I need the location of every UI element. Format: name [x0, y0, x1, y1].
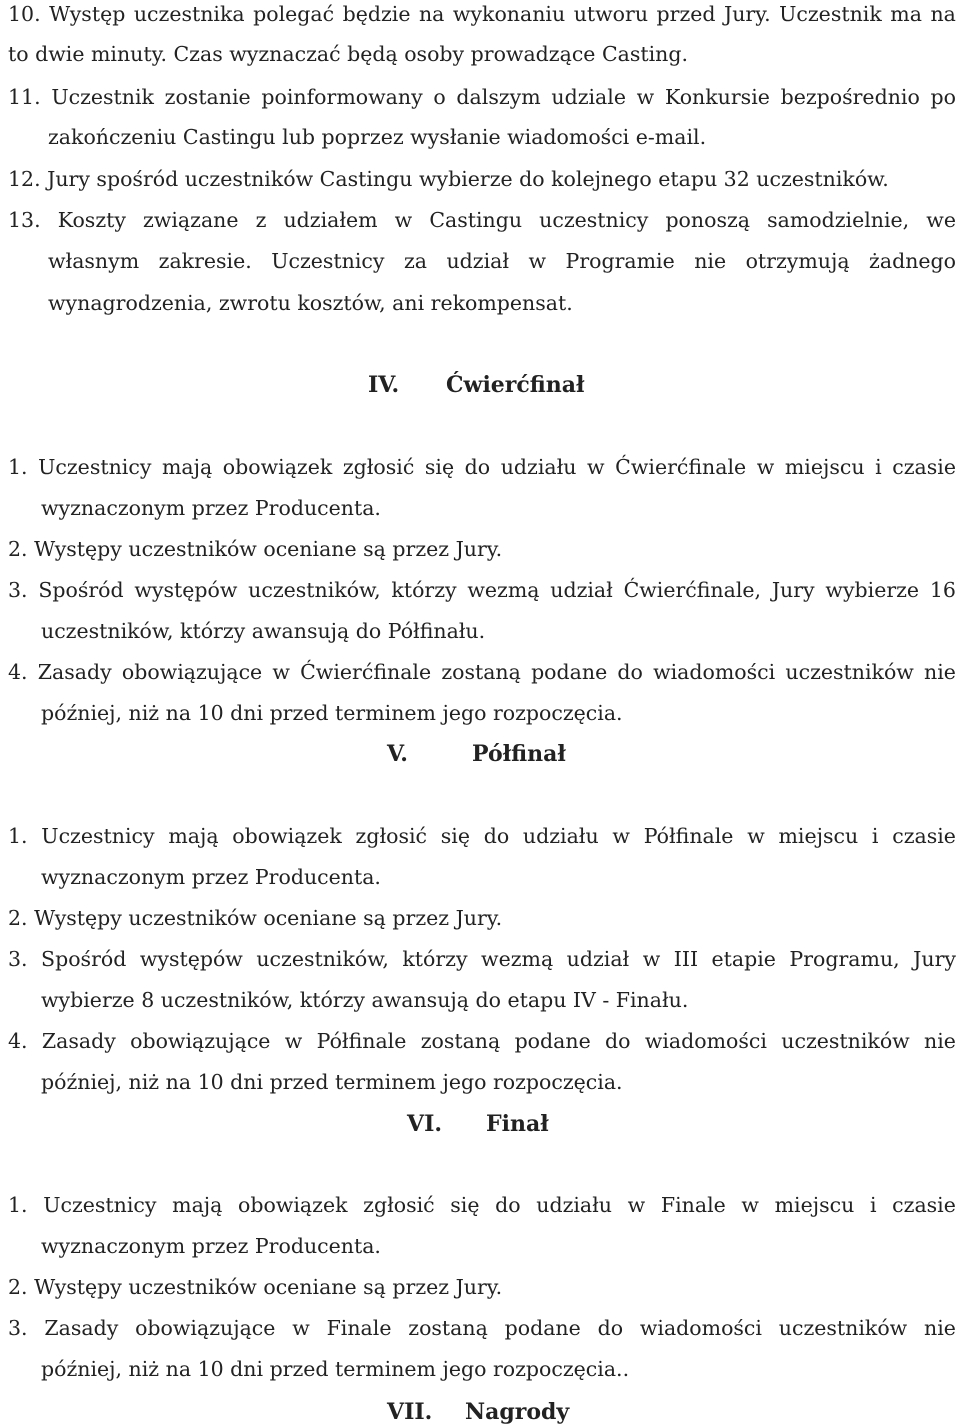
- v-item-1-line1-word: się: [440, 824, 470, 848]
- iv-item-4-line1-word: do: [617, 660, 643, 684]
- vi-item-3-line1-word: do: [597, 1316, 624, 1340]
- section-heading-v: [387, 740, 566, 768]
- iv-item-4-line1-word: Zasady: [37, 660, 112, 684]
- iv-item-4-line1-word: w: [272, 660, 290, 684]
- iv-item-3-line1-word: Ćwierćfinale,: [623, 578, 762, 602]
- section-title-v: Półfinał: [472, 741, 566, 767]
- vi-item-1-line1-word: do: [495, 1193, 521, 1217]
- vi-item-1-line1-word: w: [741, 1193, 759, 1217]
- list-item-10-line1-word: Uczestnik: [779, 2, 882, 26]
- v-item-4-line1-word: w: [284, 1029, 303, 1053]
- list-item-11-line1: [8, 84, 956, 110]
- iv-item-3-line1-word: występów: [134, 578, 238, 602]
- iv-item-1-line1-word: obowiązek: [222, 455, 333, 479]
- v-item-4-line1-word: 4.: [8, 1029, 28, 1053]
- iv-item-1-line1-word: do: [464, 455, 491, 479]
- list-item-13-line2: [48, 248, 956, 274]
- v-item-1-line1-word: w: [612, 824, 630, 848]
- vi-item-1-line1-word: mają: [172, 1193, 223, 1217]
- iv-item-1-line1: [8, 454, 956, 480]
- v-item-1-line1: [8, 823, 956, 849]
- section-number-vi: VI.: [407, 1111, 443, 1137]
- vi-item-1-line2: wyznaczonym przez Producenta.: [41, 1234, 381, 1258]
- list-item-11-line1-word: bezpośrednio: [780, 85, 920, 109]
- section-number-v: V.: [387, 741, 408, 767]
- vi-item-3-line2: później, niż na 10 dni przed terminem jego rozpoczęcia..: [41, 1357, 630, 1381]
- iv-item-4-line1-word: uczestników: [785, 660, 914, 684]
- list-item-10-line1-word: 10.: [8, 2, 41, 26]
- v-item-3-line1-word: Jury: [913, 947, 956, 971]
- list-item-11-line1-word: w: [636, 85, 655, 109]
- v-item-4-line1-word: Półfinale: [316, 1029, 407, 1053]
- iv-item-3-line1-word: uczestników,: [248, 578, 381, 602]
- v-item-3-line1-word: występów: [139, 947, 243, 971]
- section-heading-vi: [407, 1110, 549, 1138]
- list-item-13-line2-word: za: [403, 249, 427, 273]
- vi-item-3-line1-word: w: [292, 1316, 310, 1340]
- section-heading-vii: [387, 1398, 569, 1426]
- list-item-13-line2-word: w: [528, 249, 547, 273]
- section-title-vi: Finał: [486, 1111, 549, 1137]
- iv-item-4-line1: [8, 659, 956, 685]
- iv-item-4-line1-word: podane: [531, 660, 608, 684]
- vi-item-1-line1-word: miejscu: [774, 1193, 855, 1217]
- list-item-10-line1-word: będzie: [342, 2, 411, 26]
- list-item-11-line1-word: zostanie: [164, 85, 251, 109]
- list-item-10-line1-word: przed: [656, 2, 716, 26]
- list-item-13-line1-word: związane: [143, 208, 239, 232]
- vi-item-3-line1-word: wiadomości: [639, 1316, 762, 1340]
- v-item-4-line1-word: zostaną: [420, 1029, 501, 1053]
- v-item-4-line1-word: do: [605, 1029, 631, 1053]
- vi-item-3-line1-word: uczestników: [778, 1316, 908, 1340]
- section-number-iv: IV.: [368, 372, 400, 398]
- list-item-10-line1-word: ma: [890, 2, 922, 26]
- list-item-13-line2-word: otrzymują: [745, 249, 850, 273]
- vi-item-1-line1-word: się: [450, 1193, 480, 1217]
- iv-item-4-line1-word: 4.: [8, 660, 28, 684]
- iv-item-1-line1-word: w: [587, 455, 605, 479]
- list-item-10-line1-word: polegać: [253, 2, 335, 26]
- v-item-4-line1: [8, 1028, 956, 1054]
- v-item-4-line1-word: Zasady: [41, 1029, 116, 1053]
- v-item-3-line1-word: etapie: [711, 947, 776, 971]
- list-item-11-line1-word: poinformowany: [261, 85, 423, 109]
- v-item-1-line1-word: Uczestnicy: [41, 824, 155, 848]
- vi-item-1-line1-word: w: [627, 1193, 646, 1217]
- list-item-13-line1-word: Koszty: [57, 208, 126, 232]
- v-item-4-line1-word: nie: [924, 1029, 956, 1053]
- list-item-11-line1-word: Konkursie: [664, 85, 770, 109]
- iv-item-3-line2: uczestników, którzy awansują do Półfinału.: [41, 619, 486, 643]
- iv-item-4-line1-word: zostaną: [441, 660, 521, 684]
- iv-item-1-line1-word: zgłosić: [342, 455, 415, 479]
- vi-item-1-line1-word: obowiązek: [238, 1193, 348, 1217]
- v-item-3-line1-word: udział: [566, 947, 630, 971]
- list-item-10-line2: to dwie minuty. Czas wyznaczać będą osoby prowadzące Casting.: [8, 42, 689, 66]
- iv-item-4-line1-word: obowiązujące: [121, 660, 263, 684]
- list-item-10-line1-word: uczestnika: [133, 2, 245, 26]
- iv-item-3-line1-word: wybierze: [825, 578, 920, 602]
- vi-item-3-line1-word: Finale: [326, 1316, 392, 1340]
- v-item-4-line2: później, niż na 10 dni przed terminem jego rozpoczęcia.: [41, 1070, 623, 1094]
- list-item-13-line1-word: Castingu: [429, 208, 523, 232]
- vi-item-2-line1: 2. Występy uczestników oceniane są przez Jury.: [8, 1275, 503, 1299]
- iv-item-1-line2: wyznaczonym przez Producenta.: [41, 496, 381, 520]
- list-item-13-line2-word: żadnego: [869, 249, 956, 273]
- vi-item-3-line1-word: 3.: [8, 1316, 28, 1340]
- list-item-10-line1: [8, 1, 956, 27]
- v-item-4-line1-word: podane: [514, 1029, 591, 1053]
- vi-item-3-line1: [8, 1315, 956, 1341]
- v-item-3-line1-word: którzy: [402, 947, 468, 971]
- vi-item-1-line1-word: 1.: [8, 1193, 28, 1217]
- v-item-4-line1-word: obowiązujące: [130, 1029, 271, 1053]
- vi-item-3-line1-word: nie: [924, 1316, 956, 1340]
- v-item-4-line1-word: uczestników: [781, 1029, 910, 1053]
- list-item-10-line1-word: Jury.: [724, 2, 771, 26]
- v-item-2-line1: 2. Występy uczestników oceniane są przez Jury.: [8, 906, 503, 930]
- list-item-13-line1-word: ponoszą: [665, 208, 750, 232]
- list-item-13-line1-word: uczestnicy: [539, 208, 649, 232]
- vi-item-3-line1-word: podane: [504, 1316, 581, 1340]
- v-item-1-line1-word: i: [871, 824, 879, 848]
- iv-item-4-line1-word: Ćwierćfinale: [300, 660, 432, 684]
- vi-item-1-line1-word: i: [869, 1193, 877, 1217]
- list-item-13-line1-word: w: [394, 208, 413, 232]
- vi-item-1-line1-word: Finale: [660, 1193, 726, 1217]
- vi-item-1-line1-word: zgłosić: [363, 1193, 435, 1217]
- iv-item-1-line1-word: się: [424, 455, 455, 479]
- iv-item-2-line1: 2. Występy uczestników oceniane są przez Jury.: [8, 537, 503, 561]
- iv-item-3-line1-word: wezmą: [467, 578, 540, 602]
- section-number-vii: VII.: [387, 1399, 433, 1425]
- iv-item-1-line1-word: udziału: [500, 455, 577, 479]
- v-item-3-line1-word: III: [673, 947, 699, 971]
- list-item-10-line1-word: utworu: [573, 2, 649, 26]
- list-item-13-line2-word: nie: [694, 249, 727, 273]
- list-item-11-line1-word: o: [433, 85, 446, 109]
- v-item-1-line1-word: obowiązek: [232, 824, 342, 848]
- list-item-13-line2-word: udział: [446, 249, 510, 273]
- list-item-13-line2-word: Programie: [565, 249, 675, 273]
- list-item-13-line2-word: Uczestnicy: [271, 249, 385, 273]
- section-title-vii: Nagrody: [465, 1399, 570, 1425]
- iv-item-3-line1-word: Spośród: [38, 578, 124, 602]
- iv-item-3-line1-word: Jury: [771, 578, 815, 602]
- list-item-13-line1-word: we: [926, 208, 956, 232]
- vi-item-3-line1-word: zostaną: [408, 1316, 488, 1340]
- list-item-13-line3: wynagrodzenia, zwrotu kosztów, ani rekompensat.: [48, 291, 573, 315]
- v-item-3-line1-word: Programu,: [789, 947, 900, 971]
- list-item-10-line1-word: na: [930, 2, 956, 26]
- v-item-3-line1: [8, 946, 956, 972]
- section-title-iv: Ćwierćfinał: [446, 372, 585, 398]
- iv-item-4-line1-word: wiadomości: [653, 660, 776, 684]
- vi-item-1-line1-word: czasie: [892, 1193, 956, 1217]
- v-item-1-line1-word: Półfinale: [643, 824, 734, 848]
- iv-item-1-line1-word: czasie: [892, 455, 956, 479]
- iv-item-1-line1-word: Ćwierćfinale: [615, 455, 747, 479]
- iv-item-1-line1-word: mają: [161, 455, 213, 479]
- iv-item-3-line1: [8, 577, 956, 603]
- list-item-13-line2-word: zakresie.: [158, 249, 252, 273]
- list-item-12-line1: 12. Jury spośród uczestników Castingu wybierze do kolejnego etapu 32 uczestników.: [8, 167, 889, 191]
- list-item-13-line1-word: udziałem: [283, 208, 378, 232]
- list-item-10-line1-word: wykonaniu: [452, 2, 566, 26]
- iv-item-1-line1-word: miejscu: [784, 455, 865, 479]
- iv-item-3-line1-word: udział: [550, 578, 613, 602]
- list-item-11-line1-word: po: [930, 85, 956, 109]
- v-item-1-line1-word: udziału: [522, 824, 599, 848]
- section-heading-iv: [368, 371, 585, 399]
- v-item-3-line1-word: wezmą: [481, 947, 554, 971]
- v-item-1-line2: wyznaczonym przez Producenta.: [41, 865, 381, 889]
- iv-item-1-line1-word: i: [875, 455, 882, 479]
- v-item-1-line1-word: czasie: [892, 824, 956, 848]
- iv-item-1-line1-word: 1.: [8, 455, 28, 479]
- list-item-10-line1-word: Występ: [49, 2, 126, 26]
- v-item-3-line2: wybierze 8 uczestników, którzy awansują do etapu IV - Finału.: [41, 988, 689, 1012]
- iv-item-3-line1-word: 3.: [8, 578, 28, 602]
- iv-item-3-line1-word: którzy: [391, 578, 457, 602]
- list-item-11-line1-word: dalszym: [456, 85, 541, 109]
- list-item-13-line1-word: 13.: [8, 208, 41, 232]
- list-item-11-line1-word: udziale: [551, 85, 626, 109]
- v-item-1-line1-word: w: [747, 824, 765, 848]
- vi-item-1-line1: [8, 1192, 956, 1218]
- list-item-13-line1-word: z: [255, 208, 267, 232]
- v-item-3-line1-word: w: [642, 947, 661, 971]
- vi-item-1-line1-word: Uczestnicy: [43, 1193, 157, 1217]
- iv-item-1-line1-word: Uczestnicy: [38, 455, 152, 479]
- v-item-1-line1-word: 1.: [8, 824, 28, 848]
- list-item-11-line1-word: 11.: [8, 85, 41, 109]
- list-item-11-line2: zakończeniu Castingu lub poprzez wysłanie wiadomości e-mail.: [48, 125, 707, 149]
- vi-item-1-line1-word: udziału: [536, 1193, 613, 1217]
- v-item-1-line1-word: miejscu: [778, 824, 859, 848]
- vi-item-3-line1-word: obowiązujące: [135, 1316, 276, 1340]
- list-item-11-line1-word: Uczestnik: [51, 85, 154, 109]
- list-item-13-line2-word: własnym: [48, 249, 140, 273]
- iv-item-3-line1-word: 16: [929, 578, 956, 602]
- v-item-3-line1-word: uczestników,: [256, 947, 389, 971]
- v-item-1-line1-word: zgłosić: [355, 824, 428, 848]
- v-item-3-line1-word: Spośród: [41, 947, 127, 971]
- v-item-4-line1-word: wiadomości: [644, 1029, 767, 1053]
- iv-item-4-line1-word: nie: [924, 660, 956, 684]
- v-item-1-line1-word: do: [483, 824, 510, 848]
- v-item-1-line1-word: mają: [168, 824, 219, 848]
- iv-item-1-line1-word: w: [756, 455, 775, 479]
- v-item-3-line1-word: 3.: [8, 947, 28, 971]
- iv-item-4-line2: później, niż na 10 dni przed terminem jego rozpoczęcia.: [41, 701, 623, 725]
- vi-item-3-line1-word: Zasady: [44, 1316, 119, 1340]
- list-item-13-line1: [8, 207, 956, 233]
- list-item-10-line1-word: na: [418, 2, 445, 26]
- list-item-13-line1-word: samodzielnie,: [767, 208, 910, 232]
